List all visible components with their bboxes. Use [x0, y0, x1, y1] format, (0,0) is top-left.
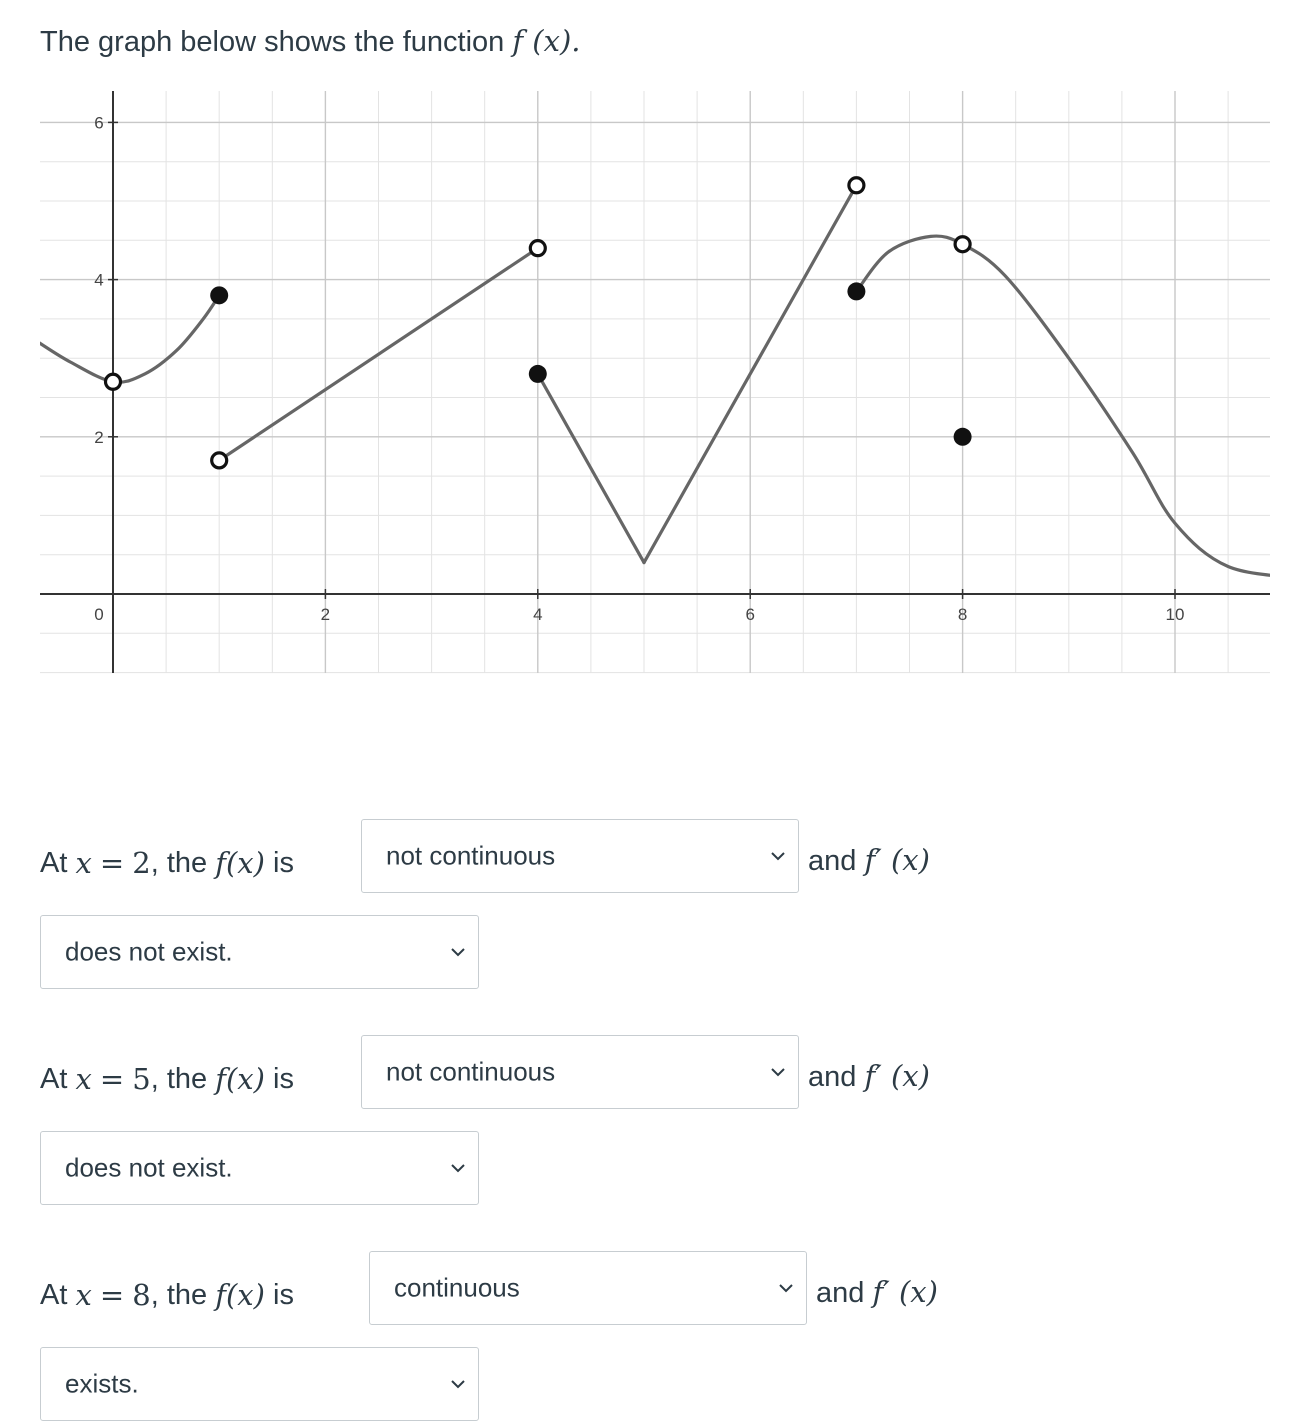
closed-point — [210, 286, 228, 304]
q3-eq: = — [99, 1278, 125, 1312]
function-curves — [39, 185, 1303, 578]
q3-suffix: , the — [150, 1278, 208, 1311]
q1-derivative-label — [808, 843, 930, 878]
q3-value: 8 — [132, 1278, 151, 1312]
q1-and: and — [808, 845, 857, 877]
chevron-down-icon — [450, 1378, 466, 1390]
q3-prefix: At — [40, 1278, 68, 1311]
q2-continuity-select[interactable] — [361, 1035, 799, 1109]
q3-derivative-label — [816, 1275, 938, 1310]
chevron-down-icon — [770, 1066, 786, 1078]
q2-derivative-value: does not exist. — [65, 1152, 233, 1183]
q1-continuity-value: not continuous — [386, 840, 556, 871]
q3-and: and — [816, 1277, 865, 1309]
q2-eq: = — [99, 1062, 125, 1096]
q2-derivative-label — [808, 1059, 930, 1094]
closed-point — [529, 365, 547, 383]
x-tick-label: 8 — [957, 605, 968, 624]
q2-prefix: At — [40, 1062, 68, 1095]
q1-suffix: , the — [150, 846, 208, 879]
x-tick-label: 10 — [1165, 605, 1185, 624]
q3-continuity-select[interactable] — [369, 1251, 807, 1325]
q1-value: 2 — [132, 846, 151, 880]
open-point — [106, 374, 121, 389]
q2-value: 5 — [132, 1062, 151, 1096]
open-point — [849, 178, 864, 193]
q1-prefix: At — [40, 846, 68, 879]
curve-parabola-left — [39, 295, 220, 382]
q3-derivative-value: exists. — [65, 1368, 139, 1399]
chevron-down-icon — [450, 946, 466, 958]
x-tick-label: 2 — [320, 605, 331, 624]
prompt-label: The graph below shows the function — [40, 26, 505, 58]
curve-curve-7-to-11 — [856, 236, 1302, 578]
q1-fprime: f′ (x) — [864, 843, 930, 877]
x-tick-label: 0 — [94, 605, 104, 624]
q2-and: and — [808, 1061, 857, 1093]
q1-is: is — [273, 846, 294, 879]
q2-var: x — [75, 1062, 92, 1096]
q2-continuity-value: not continuous — [386, 1056, 556, 1087]
prompt-function: f (x). — [512, 24, 581, 58]
y-tick-label: 6 — [94, 113, 104, 133]
closed-point — [847, 282, 865, 300]
q3-var: x — [75, 1278, 92, 1312]
q1-fx: f(x) — [215, 846, 265, 880]
q2-derivative-select[interactable] — [40, 1131, 479, 1205]
open-point — [530, 241, 545, 256]
open-point — [955, 237, 970, 252]
chevron-down-icon — [778, 1282, 794, 1294]
q2-is: is — [273, 1062, 294, 1095]
x-tick-label: 6 — [745, 605, 755, 624]
question-2 — [40, 1041, 294, 1117]
q1-eq: = — [99, 846, 125, 880]
open-point — [212, 453, 227, 468]
question-3 — [40, 1257, 294, 1333]
chevron-down-icon — [450, 1162, 466, 1174]
y-tick-label: 2 — [94, 427, 104, 447]
q1-continuity-select[interactable] — [361, 819, 799, 893]
q1-derivative-value: does not exist. — [65, 936, 233, 967]
y-tick-label: 4 — [94, 270, 104, 290]
question-1 — [40, 825, 294, 901]
chevron-down-icon — [770, 850, 786, 862]
q2-fx: f(x) — [215, 1062, 265, 1096]
q3-fx: f(x) — [215, 1278, 265, 1312]
function-graph — [0, 0, 1311, 700]
q3-is: is — [273, 1278, 294, 1311]
q2-fprime: f′ (x) — [864, 1059, 930, 1093]
closed-point — [954, 428, 972, 446]
q1-derivative-select[interactable] — [40, 915, 479, 989]
x-tick-label: 4 — [533, 605, 543, 624]
q2-suffix: , the — [150, 1062, 208, 1095]
tick-labels — [94, 113, 1184, 624]
q3-derivative-select[interactable] — [40, 1347, 479, 1421]
q1-var: x — [75, 846, 92, 880]
q3-continuity-value: continuous — [394, 1272, 520, 1303]
q3-fprime: f′ (x) — [872, 1275, 938, 1309]
function-points — [106, 178, 972, 468]
